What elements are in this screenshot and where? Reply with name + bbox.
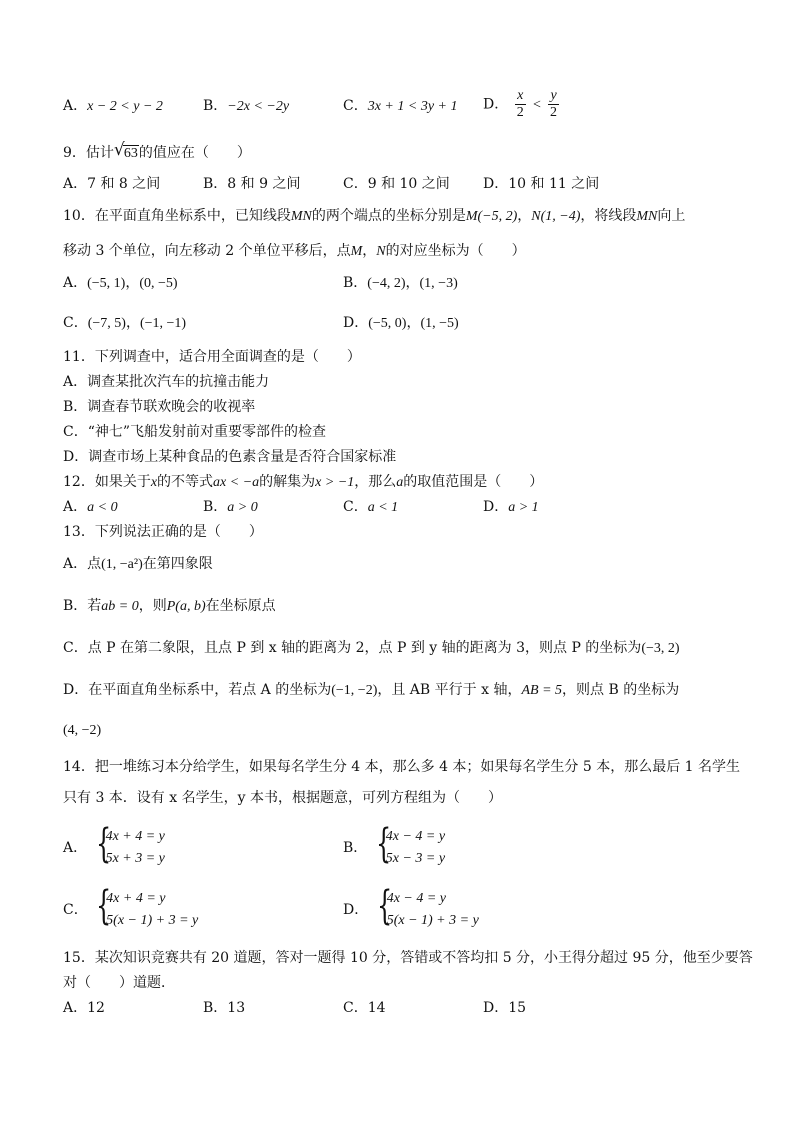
q13-option-a: A．点(1, −a²)在第四象限	[63, 556, 213, 572]
fraction-x-over-2: $\frac{x}{2}$	[516, 88, 524, 120]
q10-option-a: A．(−5, 1)，(0, −5)	[63, 275, 178, 291]
q14-option-c: C． { 4x + 4 = y 5(x − 1) + 3 = y	[63, 888, 198, 932]
q14-option-a: A． { 4x + 4 = y 5x + 3 = y	[63, 826, 165, 870]
q9-option-d: D．10 和 11 之间	[483, 176, 600, 192]
q13-option-b: B．若ab = 0，则P(a, b)在坐标原点	[63, 598, 276, 614]
q8-option-b: B．−2x < −2y	[203, 98, 290, 114]
q11-stem: 11．下列调查中，适合用全面调查的是（ ）	[63, 349, 361, 365]
q9-option-c: C．9 和 10 之间	[343, 176, 450, 192]
q11-option-d: D．调查市场上某种食品的色素含量是否符合国家标准	[63, 449, 397, 465]
q11-option-a: A．调查某批次汽车的抗撞击能力	[63, 374, 270, 390]
equation-system: { 4x − 4 = y 5(x − 1) + 3 = y	[376, 883, 479, 929]
q15-option-b: B．13	[203, 1000, 246, 1016]
q15-option-d: D．15	[483, 1000, 527, 1016]
q14-options-cd	[63, 883, 754, 938]
q15-option-a: A．12	[63, 1000, 105, 1016]
q10-option-c: C．(−7, 5)，(−1, −1)	[63, 315, 187, 331]
q8-option-d: D． $\frac{x}{2}$ < $\frac{y}{2}$	[483, 88, 558, 120]
equation-system: { 4x + 4 = y 5x + 3 = y	[95, 821, 165, 867]
q12-option-b: B．a > 0	[203, 499, 258, 515]
q15-stem-line2: 对（ ）道题．	[63, 975, 175, 991]
q13-option-d-answer: (4, −2)	[63, 723, 102, 738]
q14-option-d: D． { 4x − 4 = y 5(x − 1) + 3 = y	[343, 888, 479, 932]
q10-stem-line2: 移动 3 个单位，向左移动 2 个单位平移后，点M，N的对应坐标为（ ）	[63, 243, 526, 259]
q14-stem-line2: 只有 3 本．设有 x 名学生，y 本书，根据题意，可列方程组为（ ）	[63, 790, 502, 806]
q10-option-b: B．(−4, 2)，(1, −3)	[343, 275, 458, 291]
q12-option-c: C．a < 1	[343, 499, 399, 515]
q12-stem: 12．如果关于x的不等式ax < −a的解集为x > −1，那么a的取值范围是（ ）	[63, 474, 544, 490]
fraction-y-over-2: $\frac{y}{2}$	[550, 88, 558, 120]
q14-options-ab	[63, 821, 754, 876]
q9-option-b: B．8 和 9 之间	[203, 176, 301, 192]
q15-stem-line1: 15．某次知识竞赛共有 20 道题，答对一题得 10 分，答错或不答均扣 5 分，小王得分超过 95 分，他至少要答	[63, 950, 753, 966]
equation-system: { 4x + 4 = y 5(x − 1) + 3 = y	[96, 883, 199, 929]
q8-option-c: C．3x + 1 < 3y + 1	[343, 98, 458, 114]
q12-option-a: A．a < 0	[63, 499, 118, 515]
square-root: √ 63	[113, 140, 138, 161]
q13-option-c: C．点 P 在第二象限，且点 P 到 x 轴的距离为 2，点 P 到 y 轴的距离为 3，则点 P 的坐标为(−3, 2)	[63, 640, 680, 656]
q14-option-b: B． { 4x − 4 = y 5x − 3 = y	[343, 826, 445, 870]
q11-option-c: C．“神七”飞船发射前对重要零部件的检查	[63, 424, 327, 440]
q9-stem: 9．估计 √ 63的值应在（ ）	[63, 143, 754, 164]
q11-option-b: B．调查春节联欢晚会的收视率	[63, 399, 256, 415]
q13-stem: 13．下列说法正确的是（ ）	[63, 524, 263, 540]
q9-option-a: A．7 和 8 之间	[63, 176, 161, 192]
q15-option-c: C．14	[343, 1000, 386, 1016]
q10-stem-line1: 10．在平面直角坐标系中，已知线段MN的两个端点的坐标分别是M(−5, 2)，N(1, −4)，将线段MN向上	[63, 208, 686, 224]
q10-option-d: D．(−5, 0)，(1, −5)	[343, 315, 459, 331]
equation-system: { 4x − 4 = y 5x − 3 = y	[375, 821, 446, 867]
q13-option-d: D．在平面直角坐标系中，若点 A 的坐标为(−1, −2)，且 AB 平行于 x 轴，AB = 5，则点 B 的坐标为	[63, 682, 680, 698]
q12-option-d: D．a > 1	[483, 499, 539, 515]
q14-stem-line1: 14．把一堆练习本分给学生，如果每名学生分 4 本，那么多 4 本；如果每名学生分 5 本，那么最后 1 名学生	[63, 759, 741, 775]
q8-option-a: A．x − 2 < y − 2	[63, 98, 163, 114]
